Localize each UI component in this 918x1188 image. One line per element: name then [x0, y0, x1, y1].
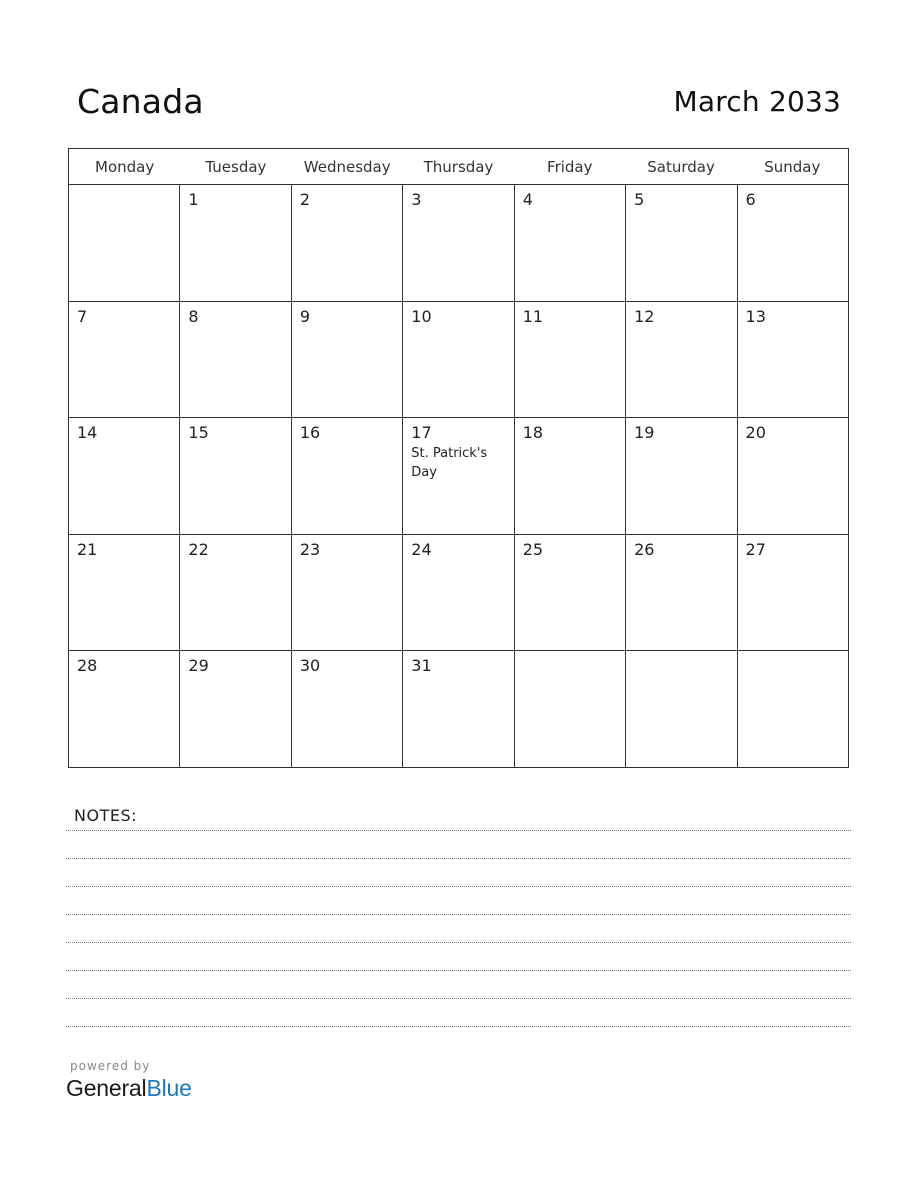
day-cell — [626, 302, 737, 418]
weekday-header-row — [69, 149, 848, 185]
day-cell — [292, 418, 403, 534]
day-cell — [69, 418, 180, 534]
day-number: 11 — [522, 306, 544, 326]
week-row — [69, 302, 848, 419]
week-row — [69, 185, 848, 302]
day-number: 20 — [745, 423, 766, 443]
notes-label: NOTES: — [74, 806, 137, 825]
day-cell — [626, 535, 737, 651]
weekday-label: Sunday — [764, 158, 821, 176]
logo-text-general: General — [66, 1075, 147, 1101]
generalblue-logo — [66, 1075, 192, 1102]
day-cell — [403, 535, 514, 651]
day-number: 7 — [77, 306, 88, 326]
day-cell — [515, 418, 626, 534]
note-line — [66, 858, 851, 859]
day-cell — [180, 185, 291, 301]
day-cell — [292, 185, 403, 301]
week-row — [69, 651, 848, 768]
day-number: 9 — [299, 306, 311, 326]
holiday-label: St. Patrick's Day — [411, 446, 488, 481]
powered-by-text: powered by — [70, 1059, 151, 1073]
weekday-label: Thursday — [423, 158, 494, 176]
month-title: March 2033 — [673, 85, 841, 118]
day-number: 30 — [299, 656, 321, 676]
day-cell — [626, 418, 737, 534]
day-number: 28 — [77, 656, 98, 676]
day-number: 29 — [188, 656, 209, 676]
day-cell — [69, 185, 180, 301]
note-line — [66, 830, 851, 831]
day-cell — [292, 535, 403, 651]
day-number: 2 — [299, 190, 311, 209]
day-number: 19 — [634, 423, 655, 443]
day-cell — [180, 302, 291, 418]
day-number: 31 — [411, 656, 432, 676]
day-cell — [69, 302, 180, 418]
weekday-label: Tuesday — [205, 158, 267, 176]
day-number: 16 — [299, 423, 321, 443]
day-number: 15 — [188, 423, 209, 443]
day-number: 24 — [411, 539, 432, 559]
day-cell — [738, 185, 848, 301]
day-number: 18 — [522, 423, 544, 443]
note-line — [66, 1026, 851, 1027]
weekday-label: Friday — [547, 158, 593, 176]
day-cell — [515, 651, 626, 768]
logo-text-blue: Blue — [146, 1075, 192, 1101]
day-cell — [403, 185, 514, 301]
day-number: 13 — [745, 306, 766, 326]
day-cell — [515, 302, 626, 418]
day-number: 27 — [745, 539, 766, 559]
day-cell — [738, 535, 848, 651]
note-line — [66, 914, 851, 915]
note-line — [66, 998, 851, 999]
day-cell — [292, 651, 403, 768]
day-cell — [515, 185, 626, 301]
week-row — [69, 418, 848, 535]
day-number: 26 — [634, 539, 655, 559]
weekday-label: Saturday — [647, 158, 715, 176]
day-cell — [69, 535, 180, 651]
weekday-label: Monday — [95, 158, 155, 176]
day-number: 12 — [634, 306, 655, 326]
day-number: 25 — [522, 539, 544, 559]
week-row — [69, 535, 848, 652]
weekday-label: Wednesday — [303, 158, 391, 176]
day-cell — [180, 418, 291, 534]
note-line — [66, 942, 851, 943]
day-number: 8 — [188, 306, 199, 326]
calendar-grid — [68, 148, 849, 768]
day-cell — [180, 651, 291, 768]
day-cell — [403, 651, 514, 768]
day-number: 4 — [522, 190, 533, 209]
note-line — [66, 970, 851, 971]
day-number: 17 — [411, 423, 432, 443]
day-number: 5 — [634, 190, 645, 209]
day-number: 23 — [299, 539, 321, 559]
note-line — [66, 886, 851, 887]
day-cell — [738, 651, 848, 768]
day-number: 6 — [745, 190, 756, 209]
day-cell — [292, 302, 403, 418]
day-cell — [515, 535, 626, 651]
day-cell — [738, 418, 848, 534]
day-number: 21 — [77, 539, 98, 559]
day-number: 3 — [411, 190, 422, 209]
day-number: 1 — [188, 190, 199, 209]
day-cell — [403, 418, 514, 534]
day-number: 22 — [188, 539, 209, 559]
day-cell — [626, 185, 737, 301]
country-title: Canada — [77, 82, 204, 121]
day-number: 10 — [411, 306, 432, 326]
day-number: 14 — [77, 423, 98, 443]
day-cell — [738, 302, 848, 418]
day-cell — [69, 651, 180, 768]
day-cell — [180, 535, 291, 651]
day-cell — [626, 651, 737, 768]
day-cell — [403, 302, 514, 418]
